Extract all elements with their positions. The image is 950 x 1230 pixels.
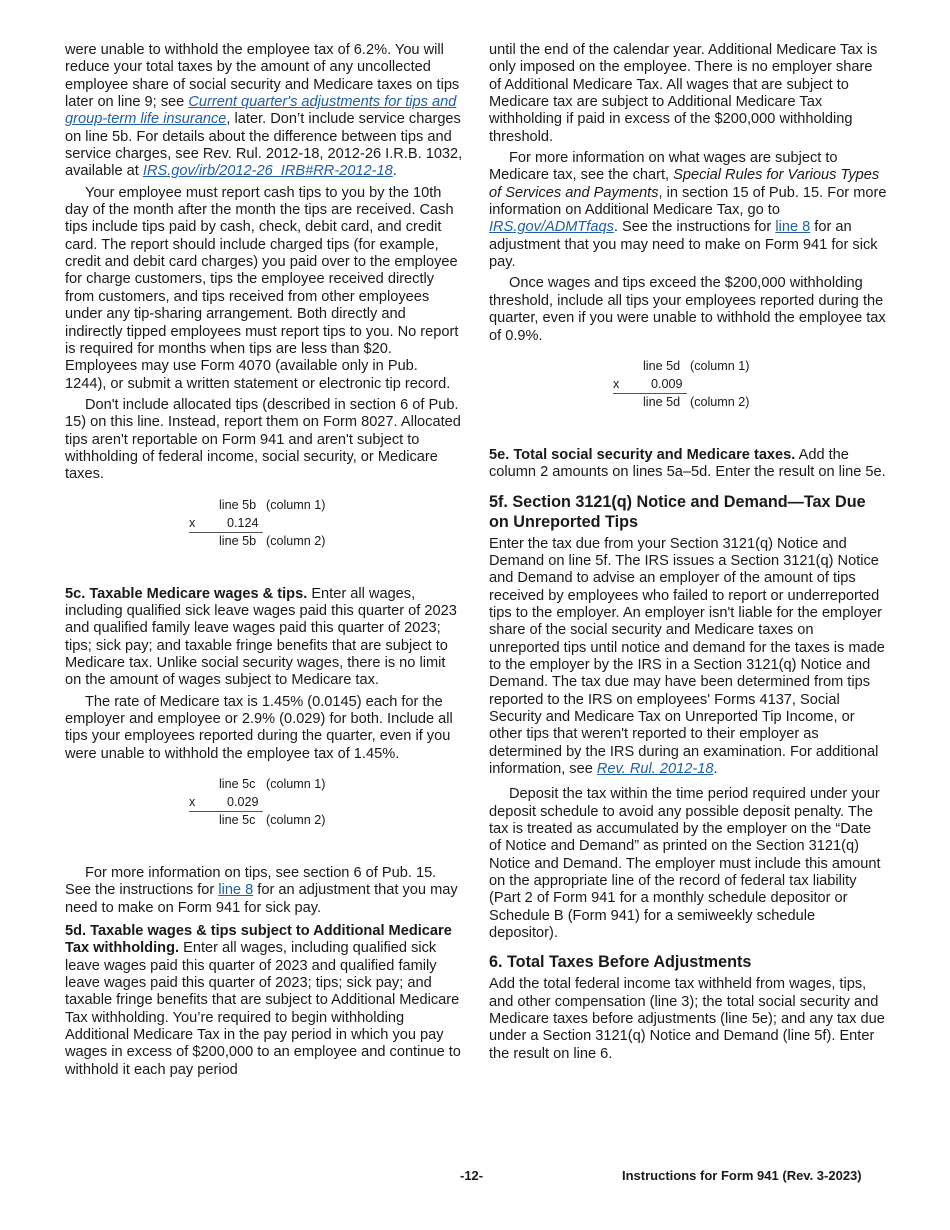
calc-5b: line 5b (column 1) x 0.124 line 5b (column 2) xyxy=(189,497,326,548)
section-5d: 5d. Taxable wages & tips subject to Additional Medicare Tax withholding. Enter all wages, including qualified sick leave wages paid this quarter of 2023 and qualified family leave wages paid this quarter of 2023; tips; sick pay; and taxable fringe benefits that are subject to Additional Medicare Tax withholding. You’re required to begin withholding Additional Medicare Tax in the pay period in which you pay wages in excess of $200,000 to an employee and continue to withhold it each pay period xyxy=(65,923,461,1078)
link-line-8[interactable]: line 8 xyxy=(218,882,254,899)
section-5e: 5e. Total social security and Medicare taxes. Add the column 2 amounts on lines 5a–5d. Enter the result on line 5e. xyxy=(489,446,886,481)
paragraph-tips-intro: were unable to withhold the employee tax of 6.2%. You will reduce your total taxes by the amount of any uncollected employee share of social security and Medicare taxes on tips later on line 9; see Current quarter's adjustments for tips and group-term life insurance, later. Don’t include service charges on line 5b. For details about the difference between tips and service charges, see Rev. Rul. 2012-18, 2012-26 I.R.B. 1032, available at IRS.gov/irb/2012-26_IRB#RR-2012-18. xyxy=(65,42,463,180)
paragraph-allocated-tips: Don't include allocated tips (described in section 6 of Pub. 15) on this line. Instead, report them on Form 8027. Allocated tips aren't reportable on Form 941 and aren't subject to withholding of federal income, social security, or Medicare taxes. xyxy=(65,396,461,483)
heading-5d: 5d. Taxable wages & tips subject to Additional Medicare Tax withholding. xyxy=(65,923,452,957)
link-rev-rul[interactable]: Rev. Rul. 2012-18 xyxy=(596,761,714,777)
paragraph-more-info-wages: For more information on what wages are subject to Medicare tax, see the chart, Special Rules for Various Types of Services and Payments, in section 15 of Pub. 15. For more information on Additional Medicare Tax, go to IRS.gov/ADMTfaqs. See the instructions for line 8 for an adjustment that you may need to make on Form 941 for sick pay. xyxy=(489,150,887,271)
right-column xyxy=(489,42,887,1067)
left-column xyxy=(65,42,463,1083)
footer-title: Instructions for Form 941 (Rev. 3-2023) xyxy=(622,1168,862,1183)
link-irs-irb[interactable]: IRS.gov/irb/2012-26_IRB#RR-2012-18 xyxy=(142,163,393,180)
paragraph-deposit-tax: Deposit the tax within the time period required under your deposit schedule to avoid any possible deposit penalty. The tax is treated as accumulated by the employer on the “Date of Notice and Demand” as printed on the Section 3121(q) Notice and Demand. The employer must include this amount on the appropriate line of the record of federal tax liability (Part 2 of Form 941 for a monthly schedule depositor or Schedule B (Form 941) for a semiweekly schedule depositor). xyxy=(489,786,881,942)
page-number: -12- xyxy=(460,1168,484,1183)
heading-5e: 5e. Total social security and Medicare taxes. xyxy=(489,446,796,463)
paragraph-additional-medicare: until the end of the calendar year. Additional Medicare Tax is only imposed on the employee. There is no employer share of Additional Medicare Tax. All wages that are subject to Medicare tax are subject to Additional Medicare Tax withholding if paid in excess of the $200,000 withholding threshold. xyxy=(489,42,878,145)
calc-5c: line 5c (column 1) x 0.029 line 5c (column 2) xyxy=(189,777,326,828)
heading-6: 6. Total Taxes Before Adjustments xyxy=(489,953,752,972)
heading-5f: 5f. Section 3121(q) Notice and Demand—Tax Due on Unreported Tips xyxy=(489,492,866,531)
link-admt-faqs[interactable]: IRS.gov/ADMTfaqs xyxy=(489,219,614,236)
link-line-8-right[interactable]: line 8 xyxy=(775,219,811,236)
calc-5d: line 5d (column 1) x 0.009 line 5d (column 2) xyxy=(613,358,750,409)
paragraph-6: Add the total federal income tax withheld from wages, tips, and other compensation (line 3); the total social security and Medicare taxes before adjustments (line 5e); and any tax due under a Section 3121(q) Notice and Demand (line 5f). Enter the result on line 6. xyxy=(489,976,885,1062)
section-5c: 5c. Taxable Medicare wages & tips. Enter all wages, including qualified sick leave wages paid this quarter of 2023 and qualified family leave wages paid this quarter of 2023; tips; sick pay; and taxable fringe benefits that are subject to Medicare tax. Unlike social security wages, there is no limit on the amount of wages subject to Medicare tax. xyxy=(65,585,457,689)
paragraph-threshold: Once wages and tips exceed the $200,000 withholding threshold, include all tips your employees reported during the quarter, even if you were unable to withhold the employee tax of 0.9%. xyxy=(489,275,886,344)
paragraph-more-info-tips: For more information on tips, see section 6 of Pub. 15. See the instructions for line 8 for an adjustment that you may need to make on Form 941 for sick pay. xyxy=(65,865,458,916)
heading-5c: 5c. Taxable Medicare wages & tips. xyxy=(65,585,308,602)
paragraph-5f: Enter the tax due from your Section 3121(q) Notice and Demand on line 5f. The IRS issues a Section 3121(q) Notice and Demand to advise an employer of the amount of tips received by employees who failed to report or underreported tips to the employer. An employer isn't liable for the employer share of the social security and Medicare taxes on unreported tips until notice and demand for the taxes is made to the employer by the IRS in a Section 3121(q) Notice and Demand. The tax due may have been determined from tips reported to the IRS on employees' Forms 4137, Social Security and Medicare Tax on Unreported Tip Income, or other tips that weren't reported to their employer as determined by the IRS during an examination. For additional information, see Rev. Rul. 2012-18. xyxy=(489,535,885,777)
link-current-quarter-adjustments[interactable]: Current quarter's adjustments for tips and group-term life insurance xyxy=(65,94,457,128)
paragraph-cash-tips: Your employee must report cash tips to you by the 10th day of the month after the month the tips are received. Cash tips include tips paid by cash, check, debit card, and credit card. The report should include charged tips (for example, credit and debit card charges) you paid over to the employee for charge customers, tips the employee received directly from customers, and tips received from other employees under any tip-sharing arrangement. Both directly and indirectly tipped employees must report tips to you. No report is required for months when tips are less than $20. Employees may use Form 4070 (available only in Pub. 1244), or submit a written statement or electronic tip record. xyxy=(65,184,459,392)
paragraph-medicare-rate: The rate of Medicare tax is 1.45% (0.0145) each for the employer and employee or 2.9% (0.029) for both. Include all tips your employees reported during the quarter, even if you were unable to withhold the employee tax of 1.45%. xyxy=(65,693,453,762)
